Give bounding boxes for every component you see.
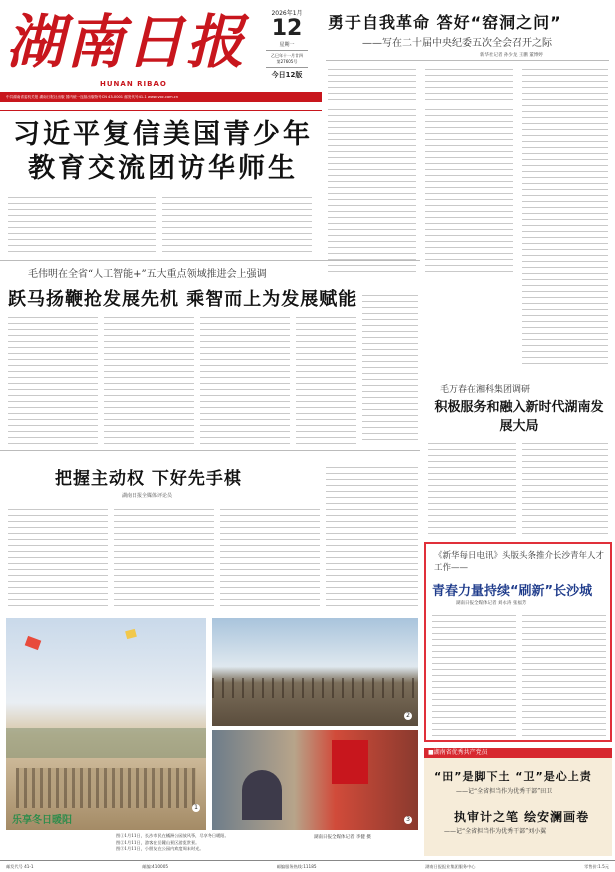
commentary-col-2 [114,504,214,610]
date-lunar: 乙巳年十一月廿四 [271,53,303,58]
featured-kicker: 《新华每日电讯》头版头条推介长沙青年人才工作—— [434,551,605,573]
top-right-subheadline: ——写在二十届中央纪委五次全会召开之际 [362,38,552,49]
photo-3[interactable] [212,730,418,830]
masthead-logo: 湖南日报 [6,8,247,76]
story1-sub: ——记“全省担当作为优秀干部”田卫 [456,788,553,795]
date-box [262,8,312,86]
commentary-col-3 [220,504,320,610]
footer [6,862,609,871]
story1-headline[interactable]: “田”是脚下土 “卫”是心上责 [434,770,592,783]
photo-1-number: 1 [192,804,200,812]
photo-caption-line: 图③1月11日，小朋友在公园内欢度周末时光。 [116,846,204,851]
page-count: 今日12版 [271,71,303,79]
footer-item: 零售价:1.5元 [584,864,609,869]
sidebar-col-1 [428,438,516,536]
lead2-col-5 [362,290,418,440]
story2-headline[interactable]: 执审计之笔 绘安澜画卷 [454,810,590,824]
lead2-col-3 [200,312,290,444]
sidebar-headline[interactable]: 积极服务和融入新时代湖南发展大局 [434,400,604,434]
top-right-col-1 [328,64,416,100]
footer-item: 邮发代号 41-1 [6,864,34,869]
masthead-pinyin: HUNAN RIBAO [100,80,167,88]
footer-item: 邮编服务热线:11185 [276,864,317,869]
photo-3-number: 3 [404,816,412,824]
photo-caption-line: 图②1月11日，游客在岳麓山景区游览赏景。 [116,839,200,845]
photo-captions [116,833,306,853]
top-right-col-2 [425,64,513,100]
commentary-col-4 [326,462,418,610]
photo-1[interactable] [6,618,206,830]
photo-credit: 湖南日报全媒体记者 李健 摄 [314,835,371,840]
commentary-col-1 [8,504,108,610]
date-weekday: 星期一 [279,42,295,48]
story2-sub: ——记“全省担当作为优秀干部”刘小翼 [444,828,547,835]
sidebar-kicker: 毛万春在湘科集团调研 [440,385,531,395]
right-col-a [328,104,416,276]
lead-body-left [8,192,156,252]
featured-col-2 [522,610,606,736]
issue-number: 第27605号 [276,59,298,64]
commentary-headline[interactable]: 把握主动权 下好先手棋 [55,469,242,489]
photo-2[interactable] [212,618,418,726]
lead2-kicker: 毛伟明在全省“人工智能+”五大重点领域推进会上强调 [28,269,267,280]
lead2-col-2 [104,312,194,444]
photo-caption-line: 图①1月11日，长沙市民在橘洲公园放风筝，尽享冬日暖阳。 [116,833,229,838]
lower-right-banner: ■湖南省优秀共产党员 [424,748,612,758]
featured-col-1 [432,610,516,736]
right-col-b [425,104,513,276]
lead2-col-1 [8,312,98,444]
top-right-byline: 新华社记者 孙少龙 王鹏 董博婷 [480,53,543,58]
lead-body-middle [162,192,312,252]
photo-feature [6,618,418,856]
date-month: 2026年1月 [271,10,303,17]
featured-box[interactable] [424,542,612,742]
photo-caption-title: 乐享冬日暖阳 [12,815,72,826]
footer-item: 湖南日报报业集团服务中心 [425,864,476,869]
commentary-byline: 湖南日报全媒体评论员 [122,493,173,499]
featured-byline: 湖南日报全媒体记者 刘永涛 张福芳 [456,601,527,606]
sidebar-col-2 [522,438,608,536]
lead-headline[interactable]: 习近平复信美国青少年教育交流团访华师生 [13,119,313,184]
photo-2-number: 2 [404,712,412,720]
lead2-col-4 [296,312,356,444]
top-right-headline[interactable]: 勇于自我革命 答好“窑洞之问” [328,13,562,32]
date-day: 12 [271,16,303,41]
lead2-headline[interactable]: 跃马扬鞭抢发展先机 乘智而上为发展赋能 [8,289,358,310]
footer-item: 邮编:410005 [142,864,169,869]
featured-headline: 青春力量持续“刷新”长沙城 [432,584,593,599]
masthead-slogan-bar: 中共湖南省委机关报 湖南日报社出版 国内统一连续出版物号CN 43-0001 邮发代号41-1 www.voc.com.cn [0,92,322,102]
top-right-col-3 [522,64,608,364]
